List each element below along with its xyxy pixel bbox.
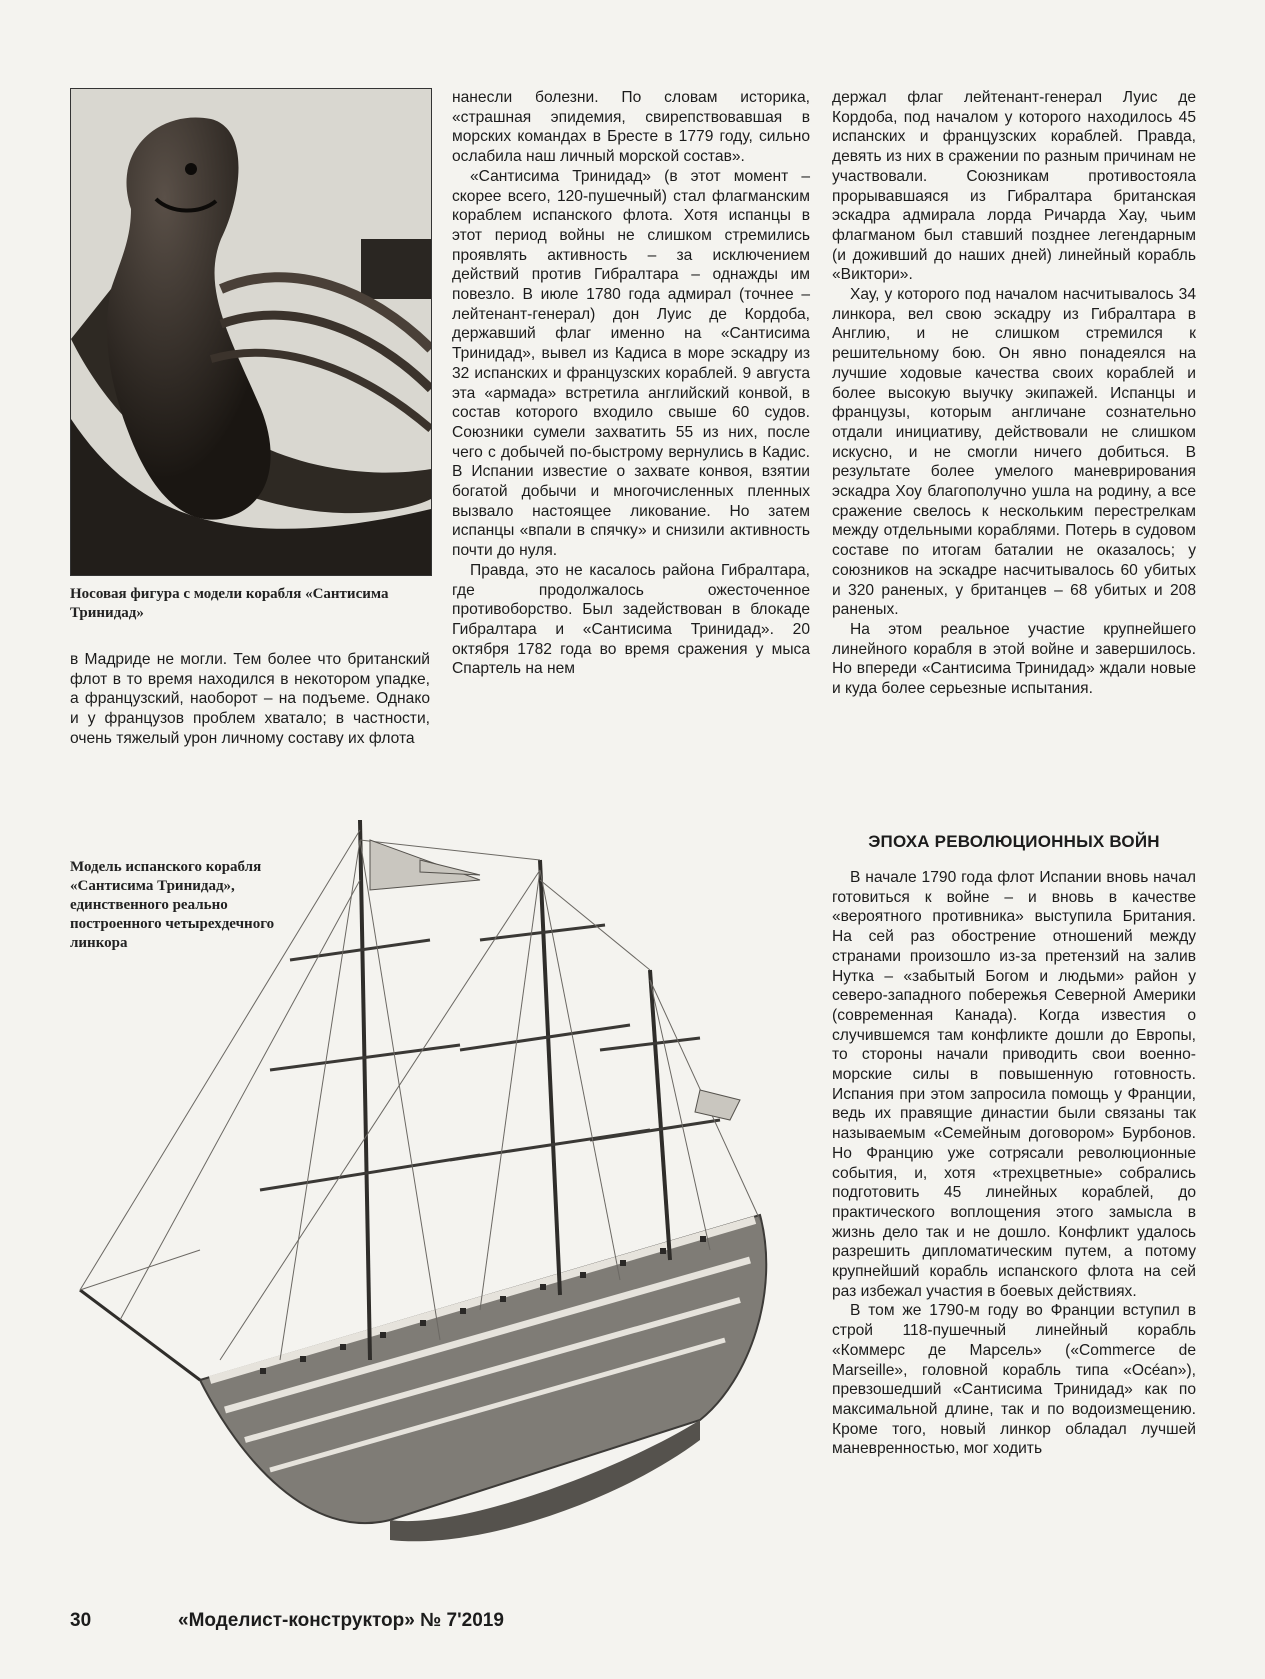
figurehead-caption: Носовая фигура с модели корабля «Сантисима Тринидад» (70, 586, 389, 621)
figurehead-photo (70, 88, 432, 576)
paragraph: держал флаг лейтенант-генерал Луис де Кордоба, под началом у которого находилось 45 испанских и французских кораблей. Правда, девять из них в сражении по разным причинам не участвовали. Союзникам противостояла прорывавшаяся из Гибралтара британская эскадра адмирала лорда Ричарда Хау, чьим флагманом был ставший позднее легендарным (и доживший до наших дней) линейный корабль «Виктори». (832, 89, 1196, 284)
paragraph: Правда, это не касалось района Гибралтара, где продолжалось ожесточенное противоборство. Был задействован в блокаде Гибралтара и «Сантисима Тринидад». 20 октября 1782 года во время сражения у мыса Спартель на нем (452, 561, 810, 678)
paragraph: В начале 1790 года флот Испании вновь начал готовиться к войне – и вновь в качестве «вероятного противника» выступила Британия. На сей раз обострение отношений между странами произошло из-за претензий на залив Нутка – «забытый Богом и людьми» район у северо-западного побережья Северной Америки (современная Канада). Когда известия о случившемся там конфликте дошли до Европы, то стороны начали приводить свои военно-морские силы в повышенную готовность. Испания при этом запросила помощь у Франции, ведь их правящие династии были связаны так называемым «Семейным договором» Бурбонов. Но Францию уже сотрясали революционные события, и, хотя «трехцветные» собрались подготовить 45 линейных кораблей, до практического воплощения этого замысла в жизнь дело так и не дошло. Конфликт удалось разрешить дипломатическим путем, а потому крупнейший корабль испанского флота на сей раз избежал участия в боевых действиях. (832, 869, 1196, 1300)
figurehead-image (71, 89, 431, 575)
paragraph: «Сантисима Тринидад» (в этот момент – скорее всего, 120-пушечный) стал флагманским кораблем испанского флота. Хотя испанцы в этот период войны не слишком стремились проявлять активность – за исключением действий против Гибралтара – однажды им повезло. В июле 1780 года адмирал (точнее – лейтенант-генерал) дон Луис де Кордоба, державший флаг именно на «Сантисима Тринидад», вывел из Кадиса в море эскадру из 32 испанских и французских кораблей. 9 августа эта «армада» встретила английский конвой, в состав которого входило свыше 60 судов. Союзники сумели захватить 55 из них, после чего с добычей по-быстрому вернулись в Кадис. В Испании известие о захвате конвоя, взятии богатой добычи и многочисленных пленных вызвало настоящее ликование. Но затем испанцы «впали в спячку» и снизили активность почти до нуля. (452, 167, 810, 560)
paragraph: нанесли болезни. По словам историка, «страшная эпидемия, свирепствовавшая в морских командах в Бресте в 1779 году, сильно ослабила наш личный морской состав». (452, 89, 810, 166)
paragraph: Хау, у которого под началом насчитывалось 34 линкора, вел свою эскадру из Гибралтара в Англию, и не слишком стремился к решительному бою. Он явно понадеялся на лучшие ходовые качества своих кораблей и более высокую выучку экипажей. Испанцы и французы, которым англичане сознательно отдали инициативу, действовали не слишком искусно, и не смогли ничего добиться. В результате более умелого маневрирования эскадра Хоу благополучно ушла на родину, а все сражение свелось к нескольким перестрелкам между отдельными кораблями. Потерь в судовом составе по итогам баталии не оказалось; у союзников на эскадре насчитывалось 60 убитых и 320 раненых, у британцев – 68 убитых и 208 раненых. (832, 286, 1196, 619)
middle-column (452, 88, 810, 679)
journal-name: «Моделист-конструктор» № 7'2019 (178, 1610, 504, 1631)
paragraph: На этом реальное участие крупнейшего линейного корабля в этой войне и завершилось. Но впереди «Сантисима Тринидад» ждали новые и куда более серьезные испытания. (832, 620, 1196, 698)
right-column (832, 88, 1196, 699)
paragraph: в Мадриде не могли. Тем более что британский флот в то время находился в некотором упадке, а французский, наоборот – на подъеме. Однако и у французов проблем хватало; в частности, очень тяжелый урон личному составу их флота (70, 651, 430, 747)
ship-model-caption: Модель испанского корабля «Сантисима Тринидад», единственного реально построенного четырехдечного линкора (70, 859, 275, 951)
right-column-section (832, 868, 1196, 1459)
page-number: 30 (70, 1610, 92, 1631)
left-column (70, 650, 430, 749)
section-heading: ЭПОХА РЕВОЛЮЦИОННЫХ ВОЙН (868, 832, 1160, 851)
paragraph: В том же 1790-м году во Франции вступил в строй 118-пушечный линейный корабль «Коммерс де Марсель» («Commerce de Marseille», головной корабль типа «Océan»), превзошедший «Сантисима Тринидад» как по максимальной длине, так и по водоизмещению. Кроме того, новый линкор обладал лучшей маневренностью, мог ходить (832, 1302, 1196, 1458)
